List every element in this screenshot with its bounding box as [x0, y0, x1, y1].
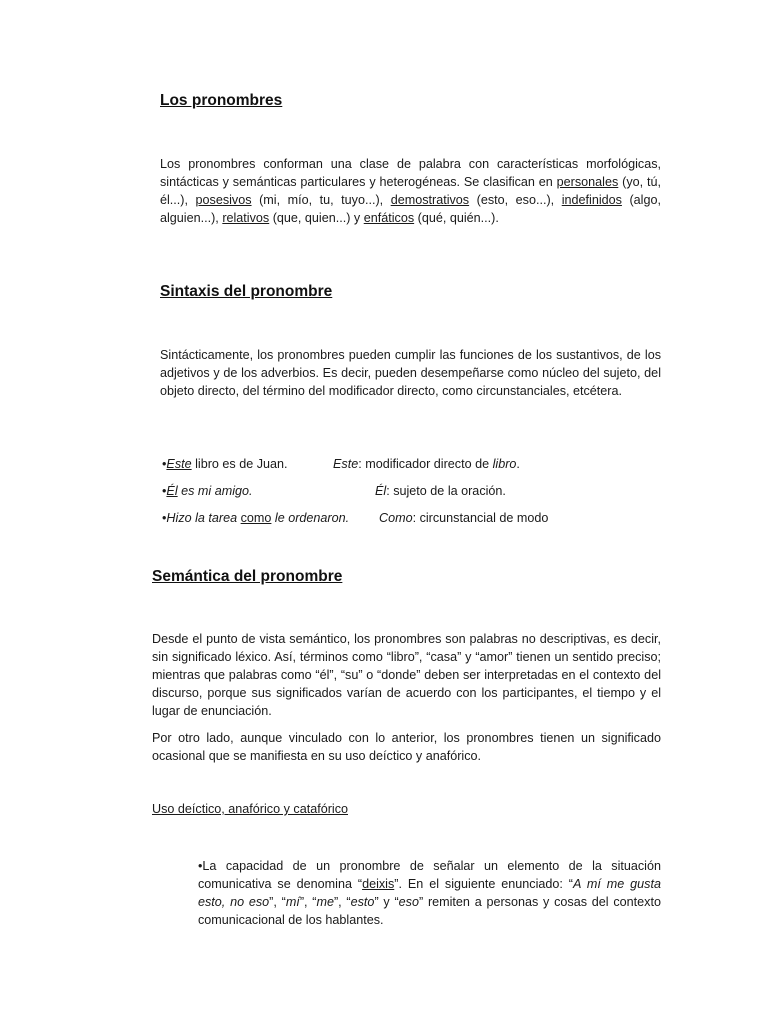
example-row-2: •Él es mi amigo.	[162, 484, 253, 498]
heading-los-pronombres: Los pronombres	[160, 92, 283, 109]
example-row-3: •Hizo la tarea como le ordenaron.	[162, 511, 350, 525]
paragraph-semantica-2: Por otro lado, aunque vinculado con lo anterior, los pronombres tienen un significado ocasional que se manifiesta en su uso deíctico y anafórico.	[152, 731, 661, 763]
link-demostrativos: demostrativos	[390, 193, 470, 207]
paragraph-semantica-1: Desde el punto de vista semántico, los pronombres son palabras no descriptivas, es decir, sin significado léxico. Así, términos como “libro”, “casa” y “amor” tienen un sentido preciso; mientras que palabras como “él”, “su” o “donde” deben ser interpretadas en el contexto del discurso, porque sus significados varían de acuerdo con los participantes, el tiempo y el lugar de enunciación.	[152, 632, 661, 718]
heading-sintaxis: Sintaxis del pronombre	[160, 283, 333, 300]
paragraph-pronombres-intro: Los pronombres conforman una clase de palabra con características morfológicas, sintácticas y semánticas particulares y heterogéneas. Se clasifican en personales (yo, tú, él...), posesivos (mi, mío, tu, tuyo...), demostrativos (esto, eso...), indefinidos (algo, alguien...), relativos (que, quien...) y enfáticos (qué, quién...).	[160, 157, 661, 225]
subheading-uso-deictico: Uso deíctico, anafórico y catafórico	[152, 802, 348, 816]
example-label-1: Este: modificador directo de libro.	[333, 457, 520, 471]
example-label-3: Como: circunstancial de modo	[379, 511, 549, 525]
link-personales: personales	[556, 175, 619, 189]
paragraph-deixis-bullet: •La capacidad de un pronombre de señalar un elemento de la situación comunicativa se denomina “deixis”. En el siguiente enunciado: “A mí me gusta esto, no eso”, “mí”, “me”, “esto” y “eso” remiten a personas y cosas del contexto comunicacional de los hablantes.	[198, 859, 661, 927]
example-row-1: •Este libro es de Juan.	[162, 457, 288, 471]
link-deixis: deixis	[362, 877, 395, 891]
example-label-2: Él: sujeto de la oración.	[375, 484, 506, 498]
heading-semantica: Semántica del pronombre	[152, 568, 343, 585]
link-relativos: relativos	[222, 211, 270, 225]
link-enfaticos: enfáticos	[363, 211, 415, 225]
paragraph-sintaxis: Sintácticamente, los pronombres pueden cumplir las funciones de los sustantivos, de los adjetivos y de los adverbios. Es decir, pueden desempeñarse como núcleo del sujeto, del objeto directo, del término del modificador directo, como circunstanciales, etcétera.	[160, 348, 661, 398]
link-indefinidos: indefinidos	[561, 193, 622, 207]
link-posesivos: posesivos	[195, 193, 252, 207]
